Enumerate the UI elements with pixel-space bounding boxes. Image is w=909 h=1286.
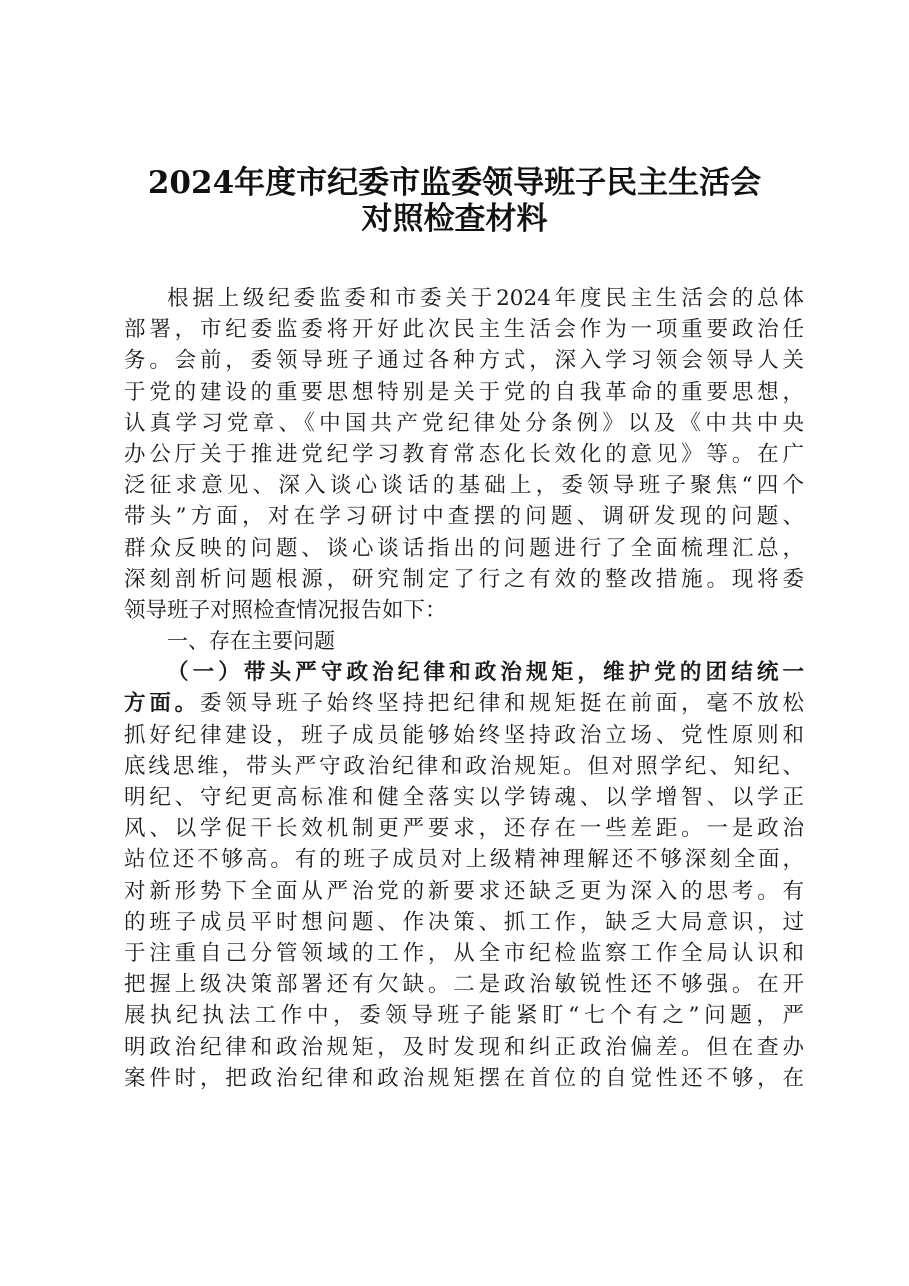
paragraph-2-line [124, 688, 804, 719]
document-title-line-2: 对照检查材料 [361, 201, 548, 237]
paragraph-1-line: 办公厅关于推进党纪学习教育常态化长效化的意见》等。在广 [124, 441, 804, 467]
section-heading: 一、存在主要问题 [167, 629, 335, 654]
paragraph-1-line: 根据上级纪委监委和市委关于2024年度民主生活会的总体 [167, 286, 804, 311]
paragraph-2-line: 的班子成员平时想问题、作决策、抓工作，缺乏大局意识，过 [124, 909, 804, 935]
paragraph-2-line: 站位还不够高。有的班子成员对上级精神理解还不够深刻全面， [124, 847, 804, 873]
paragraph-2-line: 风、以学促干长效机制更严要求，还存在一些差距。一是政治 [124, 816, 804, 842]
paragraph-1-line: 深刻剖析问题根源，研究制定了行之有效的整改措施。现将委 [124, 566, 804, 592]
document-title-line-1: 2024年度市纪委市监委领导班子民主生活会 [147, 165, 762, 201]
paragraph-2-line: 明政治纪律和政治规矩，及时发现和纠正政治偏差。但在查办 [124, 1034, 804, 1060]
paragraph-2-line: 底线思维，带头严守政治纪律和政治规矩。但对照学纪、知纪、 [124, 753, 804, 779]
paragraph-2-line: 于注重自己分管领域的工作，从全市纪检监察工作全局认识和 [124, 940, 804, 966]
paragraph-1-line: 部署，市纪委监委将开好此次民主生活会作为一项重要政治任 [124, 317, 804, 343]
paragraph-1-line: 认真学习党章、《中国共产党纪律处分条例》以及《中共中央 [124, 410, 804, 436]
paragraph-1-line: 务。会前，委领导班子通过各种方式，深入学习领会领导人关 [124, 348, 804, 374]
paragraph-2-text: 委领导班子始终坚持把纪律和规矩挺在前面，毫不放松 [199, 691, 804, 717]
document-body [124, 283, 804, 1094]
paragraph-2-line: 抓好纪律建设，班子成员能够始终坚持政治立场、党性原则和 [124, 722, 804, 748]
subsection-heading: （一）带头严守政治纪律和政治规矩，维护党的团结统一 [167, 660, 804, 686]
paragraph-2-line: 展执纪执法工作中，委领导班子能紧盯“七个有之”问题，严 [124, 1003, 804, 1029]
paragraph-2-line: 明纪、守纪更高标准和健全落实以学铸魂、以学增智、以学正 [124, 785, 804, 810]
subsection-heading-end: 方面。 [124, 691, 200, 717]
paragraph-2-line: 对新形势下全面从严治党的新要求还缺乏更为深入的思考。有 [124, 878, 804, 904]
paragraph-1-line: 领导班子对照检查情况报告如下： [124, 597, 447, 623]
paragraph-1-line: 于党的建设的重要思想特别是关于党的自我革命的重要思想， [124, 379, 804, 405]
paragraph-1-line: 群众反映的问题、谈心谈话指出的问题进行了全面梳理汇总， [124, 535, 804, 561]
paragraph-1-line: 泛征求意见、深入谈心谈话的基础上，委领导班子聚焦“四个 [124, 473, 804, 499]
paragraph-2-line: 把握上级决策部署还有欠缺。二是政治敏锐性还不够强。在开 [124, 972, 804, 998]
paragraph-1-line: 带头”方面，对在学习研讨中查摆的问题、调研发现的问题、 [124, 504, 804, 530]
paragraph-2-line: 案件时，把政治纪律和政治规矩摆在首位的自觉性还不够，在 [124, 1065, 804, 1091]
